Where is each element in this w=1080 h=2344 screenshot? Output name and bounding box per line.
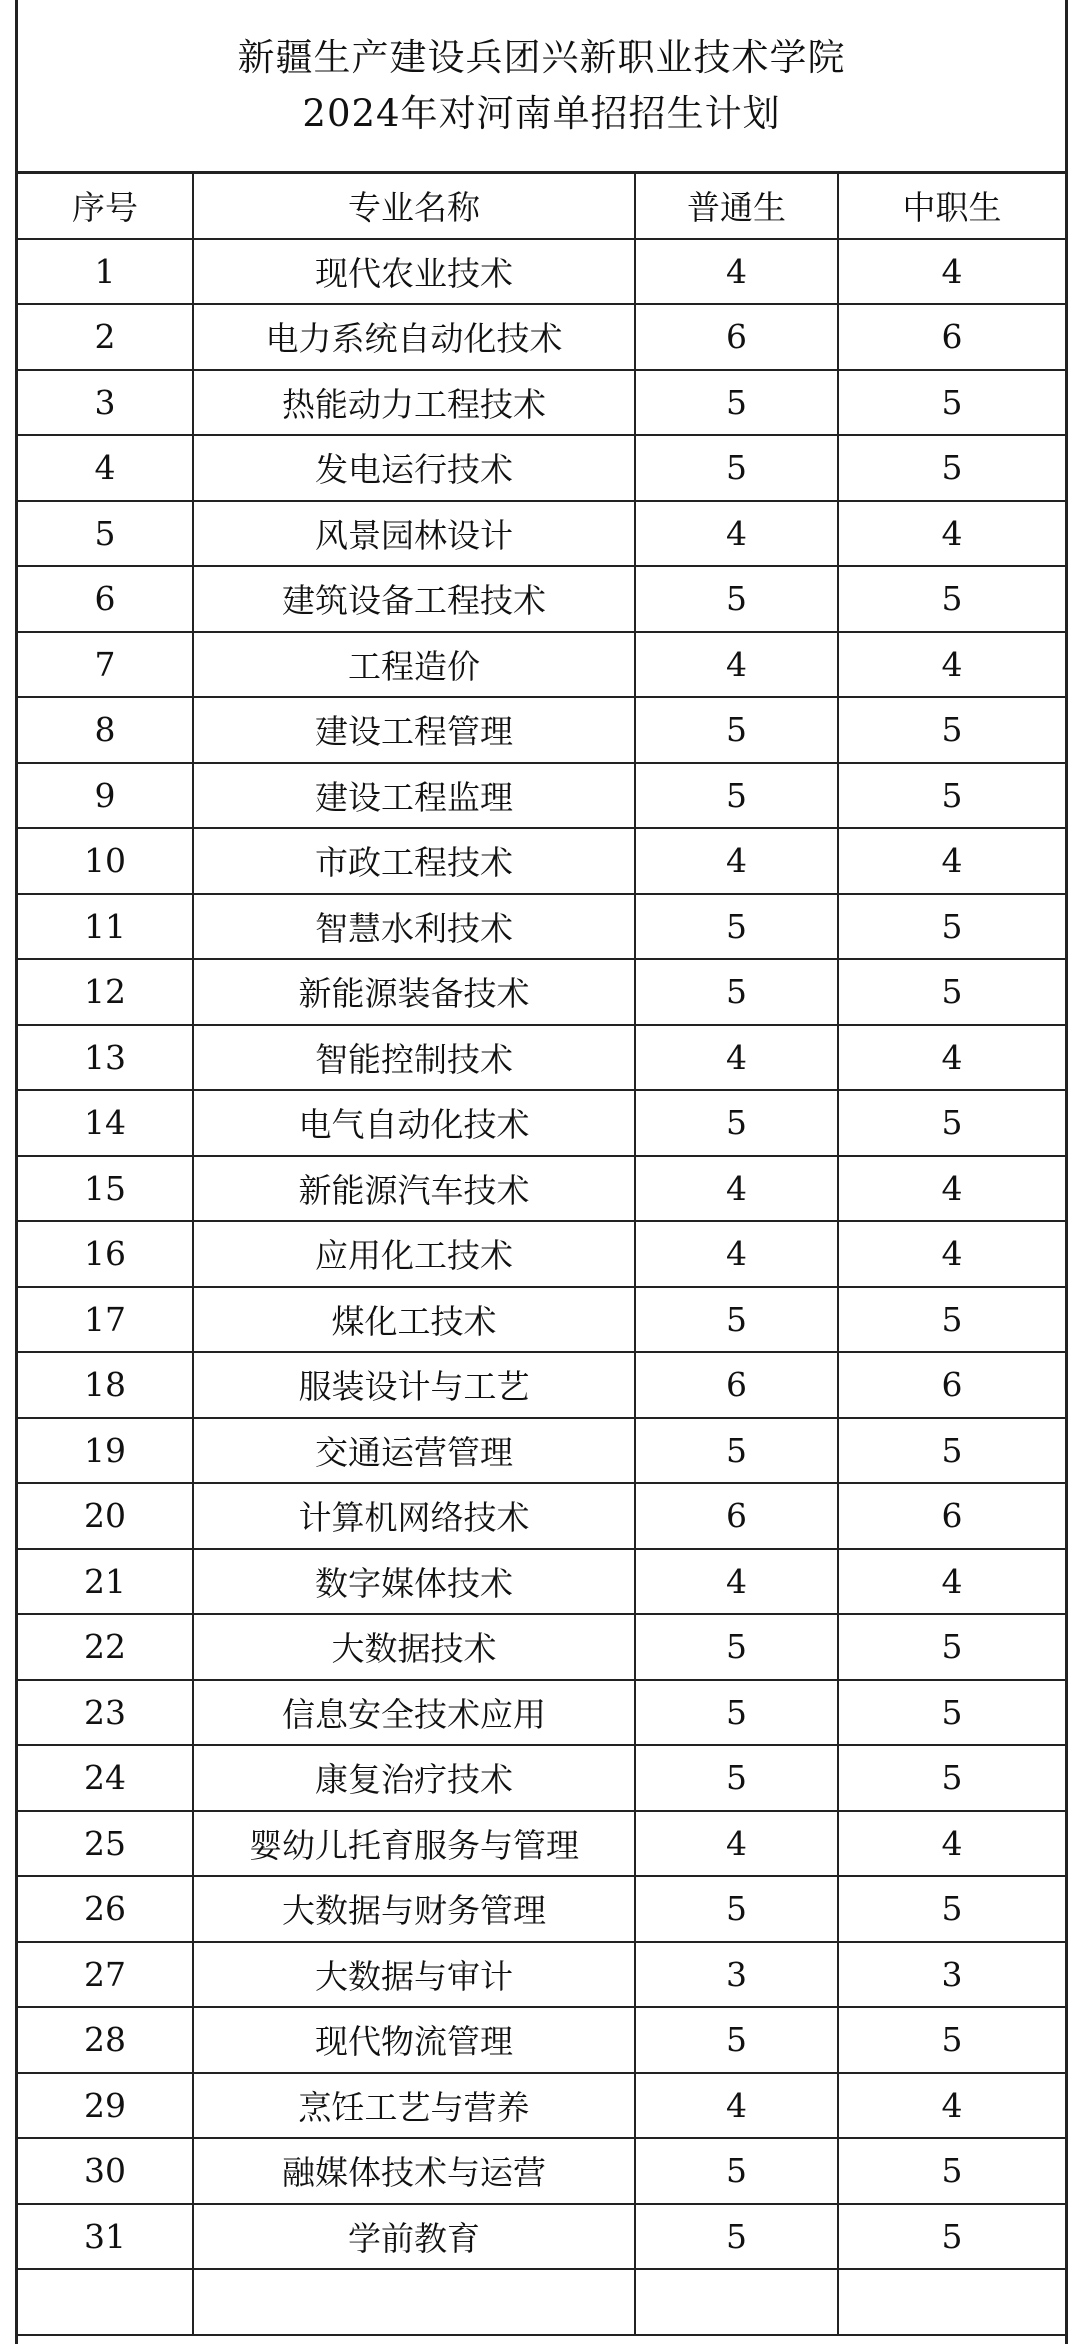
cell-general-count: 4 — [635, 2073, 838, 2139]
cell-general-count — [635, 2269, 838, 2335]
table-row — [18, 763, 1065, 829]
cell-vocational-count: 4 — [838, 1549, 1065, 1615]
table-row — [18, 435, 1065, 501]
table-row — [18, 304, 1065, 370]
cell-vocational-count: 5 — [838, 370, 1065, 436]
cell-general-count: 5 — [635, 1680, 838, 1746]
table-row — [18, 1942, 1065, 2008]
cell-vocational-count: 5 — [838, 2204, 1065, 2270]
table-row — [18, 2073, 1065, 2139]
cell-vocational-count: 3 — [838, 1942, 1065, 2008]
cell-general-count: 5 — [635, 763, 838, 829]
cell-major-name: 煤化工技术 — [193, 1287, 635, 1353]
cell-seq: 30 — [18, 2138, 193, 2204]
cell-seq: 8 — [18, 697, 193, 763]
enrollment-plan-document — [15, 0, 1068, 2344]
cell-seq: 29 — [18, 2073, 193, 2139]
table-header-row — [18, 174, 1065, 239]
table-row — [18, 1483, 1065, 1549]
cell-vocational-count: 4 — [838, 1156, 1065, 1222]
table-row — [18, 1680, 1065, 1746]
table-row — [18, 828, 1065, 894]
cell-general-count: 5 — [635, 1614, 838, 1680]
cell-major-name: 市政工程技术 — [193, 828, 635, 894]
cell-seq: 31 — [18, 2204, 193, 2270]
header-general-students: 普通生 — [635, 174, 838, 239]
table-row — [18, 501, 1065, 567]
cell-seq: 5 — [18, 501, 193, 567]
table-row — [18, 2269, 1065, 2335]
cell-major-name: 康复治疗技术 — [193, 1745, 635, 1811]
cell-major-name: 工程造价 — [193, 632, 635, 698]
cell-vocational-count: 6 — [838, 1483, 1065, 1549]
cell-major-name: 服装设计与工艺 — [193, 1352, 635, 1418]
cell-major-name: 电力系统自动化技术 — [193, 304, 635, 370]
title-line-school: 新疆生产建设兵团兴新职业技术学院 — [237, 35, 846, 79]
cell-general-count: 5 — [635, 697, 838, 763]
table-row — [18, 1549, 1065, 1615]
cell-seq: 15 — [18, 1156, 193, 1222]
document-title — [18, 0, 1065, 174]
cell-general-count: 5 — [635, 1745, 838, 1811]
cell-vocational-count: 5 — [838, 566, 1065, 632]
header-seq: 序号 — [18, 174, 193, 239]
table-row — [18, 1090, 1065, 1156]
header-vocational-students: 中职生 — [838, 174, 1065, 239]
table-row — [18, 1352, 1065, 1418]
cell-general-count: 5 — [635, 435, 838, 501]
cell-major-name: 电气自动化技术 — [193, 1090, 635, 1156]
cell-major-name: 大数据与财务管理 — [193, 1876, 635, 1942]
table-body — [18, 239, 1065, 2335]
table-row — [18, 1418, 1065, 1484]
table-row — [18, 1745, 1065, 1811]
cell-general-count: 4 — [635, 632, 838, 698]
cell-vocational-count: 5 — [838, 894, 1065, 960]
table-row — [18, 1811, 1065, 1877]
cell-major-name: 智慧水利技术 — [193, 894, 635, 960]
cell-general-count: 5 — [635, 1876, 838, 1942]
cell-seq: 14 — [18, 1090, 193, 1156]
cell-major-name: 新能源汽车技术 — [193, 1156, 635, 1222]
cell-seq: 19 — [18, 1418, 193, 1484]
cell-vocational-count: 5 — [838, 1876, 1065, 1942]
cell-vocational-count: 4 — [838, 828, 1065, 894]
cell-vocational-count: 6 — [838, 304, 1065, 370]
cell-major-name: 热能动力工程技术 — [193, 370, 635, 436]
cell-vocational-count: 4 — [838, 239, 1065, 305]
cell-seq: 25 — [18, 1811, 193, 1877]
cell-seq: 1 — [18, 239, 193, 305]
table-row — [18, 2007, 1065, 2073]
cell-major-name: 融媒体技术与运营 — [193, 2138, 635, 2204]
table-row — [18, 239, 1065, 305]
cell-general-count: 5 — [635, 2204, 838, 2270]
table-row — [18, 894, 1065, 960]
cell-major-name: 新能源装备技术 — [193, 959, 635, 1025]
cell-seq: 10 — [18, 828, 193, 894]
cell-vocational-count: 5 — [838, 1090, 1065, 1156]
cell-seq: 27 — [18, 1942, 193, 2008]
cell-general-count: 5 — [635, 370, 838, 436]
table-row — [18, 959, 1065, 1025]
cell-major-name: 大数据与审计 — [193, 1942, 635, 2008]
cell-seq: 11 — [18, 894, 193, 960]
header-major-name: 专业名称 — [193, 174, 635, 239]
cell-major-name: 婴幼儿托育服务与管理 — [193, 1811, 635, 1877]
cell-general-count: 4 — [635, 1025, 838, 1091]
cell-general-count: 5 — [635, 2138, 838, 2204]
cell-general-count: 3 — [635, 1942, 838, 2008]
cell-seq: 22 — [18, 1614, 193, 1680]
cell-general-count: 4 — [635, 239, 838, 305]
cell-seq: 4 — [18, 435, 193, 501]
cell-vocational-count: 5 — [838, 2007, 1065, 2073]
cell-general-count: 5 — [635, 894, 838, 960]
enrollment-table — [18, 174, 1065, 2336]
cell-seq: 20 — [18, 1483, 193, 1549]
cell-seq: 18 — [18, 1352, 193, 1418]
cell-major-name: 智能控制技术 — [193, 1025, 635, 1091]
cell-major-name: 建设工程监理 — [193, 763, 635, 829]
cell-vocational-count: 5 — [838, 1745, 1065, 1811]
cell-general-count: 5 — [635, 2007, 838, 2073]
cell-general-count: 6 — [635, 1352, 838, 1418]
cell-major-name: 信息安全技术应用 — [193, 1680, 635, 1746]
cell-vocational-count: 4 — [838, 1811, 1065, 1877]
cell-general-count: 4 — [635, 1811, 838, 1877]
title-line-plan: 2024年对河南单招招生计划 — [302, 91, 781, 135]
table-row — [18, 1025, 1065, 1091]
cell-seq: 2 — [18, 304, 193, 370]
cell-seq: 17 — [18, 1287, 193, 1353]
cell-general-count: 4 — [635, 1549, 838, 1615]
cell-vocational-count: 4 — [838, 1221, 1065, 1287]
cell-seq: 13 — [18, 1025, 193, 1091]
cell-general-count: 5 — [635, 1418, 838, 1484]
cell-vocational-count: 5 — [838, 959, 1065, 1025]
cell-major-name: 大数据技术 — [193, 1614, 635, 1680]
table-row — [18, 1876, 1065, 1942]
cell-vocational-count: 4 — [838, 501, 1065, 567]
cell-general-count: 5 — [635, 959, 838, 1025]
table-row — [18, 566, 1065, 632]
cell-major-name: 交通运营管理 — [193, 1418, 635, 1484]
cell-general-count: 6 — [635, 1483, 838, 1549]
cell-seq: 3 — [18, 370, 193, 436]
cell-vocational-count: 4 — [838, 1025, 1065, 1091]
table-row — [18, 2138, 1065, 2204]
cell-seq: 26 — [18, 1876, 193, 1942]
cell-seq: 6 — [18, 566, 193, 632]
cell-general-count: 4 — [635, 1156, 838, 1222]
cell-seq: 24 — [18, 1745, 193, 1811]
cell-vocational-count: 5 — [838, 763, 1065, 829]
cell-general-count: 4 — [635, 1221, 838, 1287]
cell-vocational-count: 4 — [838, 2073, 1065, 2139]
table-row — [18, 697, 1065, 763]
cell-general-count: 5 — [635, 566, 838, 632]
cell-vocational-count: 5 — [838, 1614, 1065, 1680]
cell-major-name: 数字媒体技术 — [193, 1549, 635, 1615]
table-row — [18, 1221, 1065, 1287]
cell-vocational-count: 4 — [838, 632, 1065, 698]
cell-seq: 23 — [18, 1680, 193, 1746]
cell-vocational-count: 5 — [838, 1680, 1065, 1746]
cell-vocational-count: 5 — [838, 1418, 1065, 1484]
table-row — [18, 2204, 1065, 2270]
cell-vocational-count: 5 — [838, 2138, 1065, 2204]
table-row — [18, 1614, 1065, 1680]
cell-vocational-count: 5 — [838, 1287, 1065, 1353]
cell-seq: 28 — [18, 2007, 193, 2073]
cell-major-name — [193, 2269, 635, 2335]
cell-major-name: 计算机网络技术 — [193, 1483, 635, 1549]
cell-seq: 7 — [18, 632, 193, 698]
cell-seq: 9 — [18, 763, 193, 829]
cell-vocational-count: 6 — [838, 1352, 1065, 1418]
cell-major-name: 建设工程管理 — [193, 697, 635, 763]
cell-major-name: 发电运行技术 — [193, 435, 635, 501]
cell-general-count: 5 — [635, 1287, 838, 1353]
table-row — [18, 370, 1065, 436]
cell-major-name: 学前教育 — [193, 2204, 635, 2270]
cell-vocational-count: 5 — [838, 697, 1065, 763]
cell-seq: 12 — [18, 959, 193, 1025]
cell-major-name: 现代物流管理 — [193, 2007, 635, 2073]
cell-vocational-count: 5 — [838, 435, 1065, 501]
cell-general-count: 4 — [635, 501, 838, 567]
cell-seq — [18, 2269, 193, 2335]
cell-general-count: 4 — [635, 828, 838, 894]
cell-seq: 16 — [18, 1221, 193, 1287]
cell-major-name: 风景园林设计 — [193, 501, 635, 567]
table-row — [18, 1287, 1065, 1353]
table-row — [18, 1156, 1065, 1222]
cell-vocational-count — [838, 2269, 1065, 2335]
cell-major-name: 现代农业技术 — [193, 239, 635, 305]
cell-general-count: 6 — [635, 304, 838, 370]
table-row — [18, 632, 1065, 698]
cell-general-count: 5 — [635, 1090, 838, 1156]
cell-major-name: 烹饪工艺与营养 — [193, 2073, 635, 2139]
cell-major-name: 应用化工技术 — [193, 1221, 635, 1287]
cell-seq: 21 — [18, 1549, 193, 1615]
cell-major-name: 建筑设备工程技术 — [193, 566, 635, 632]
